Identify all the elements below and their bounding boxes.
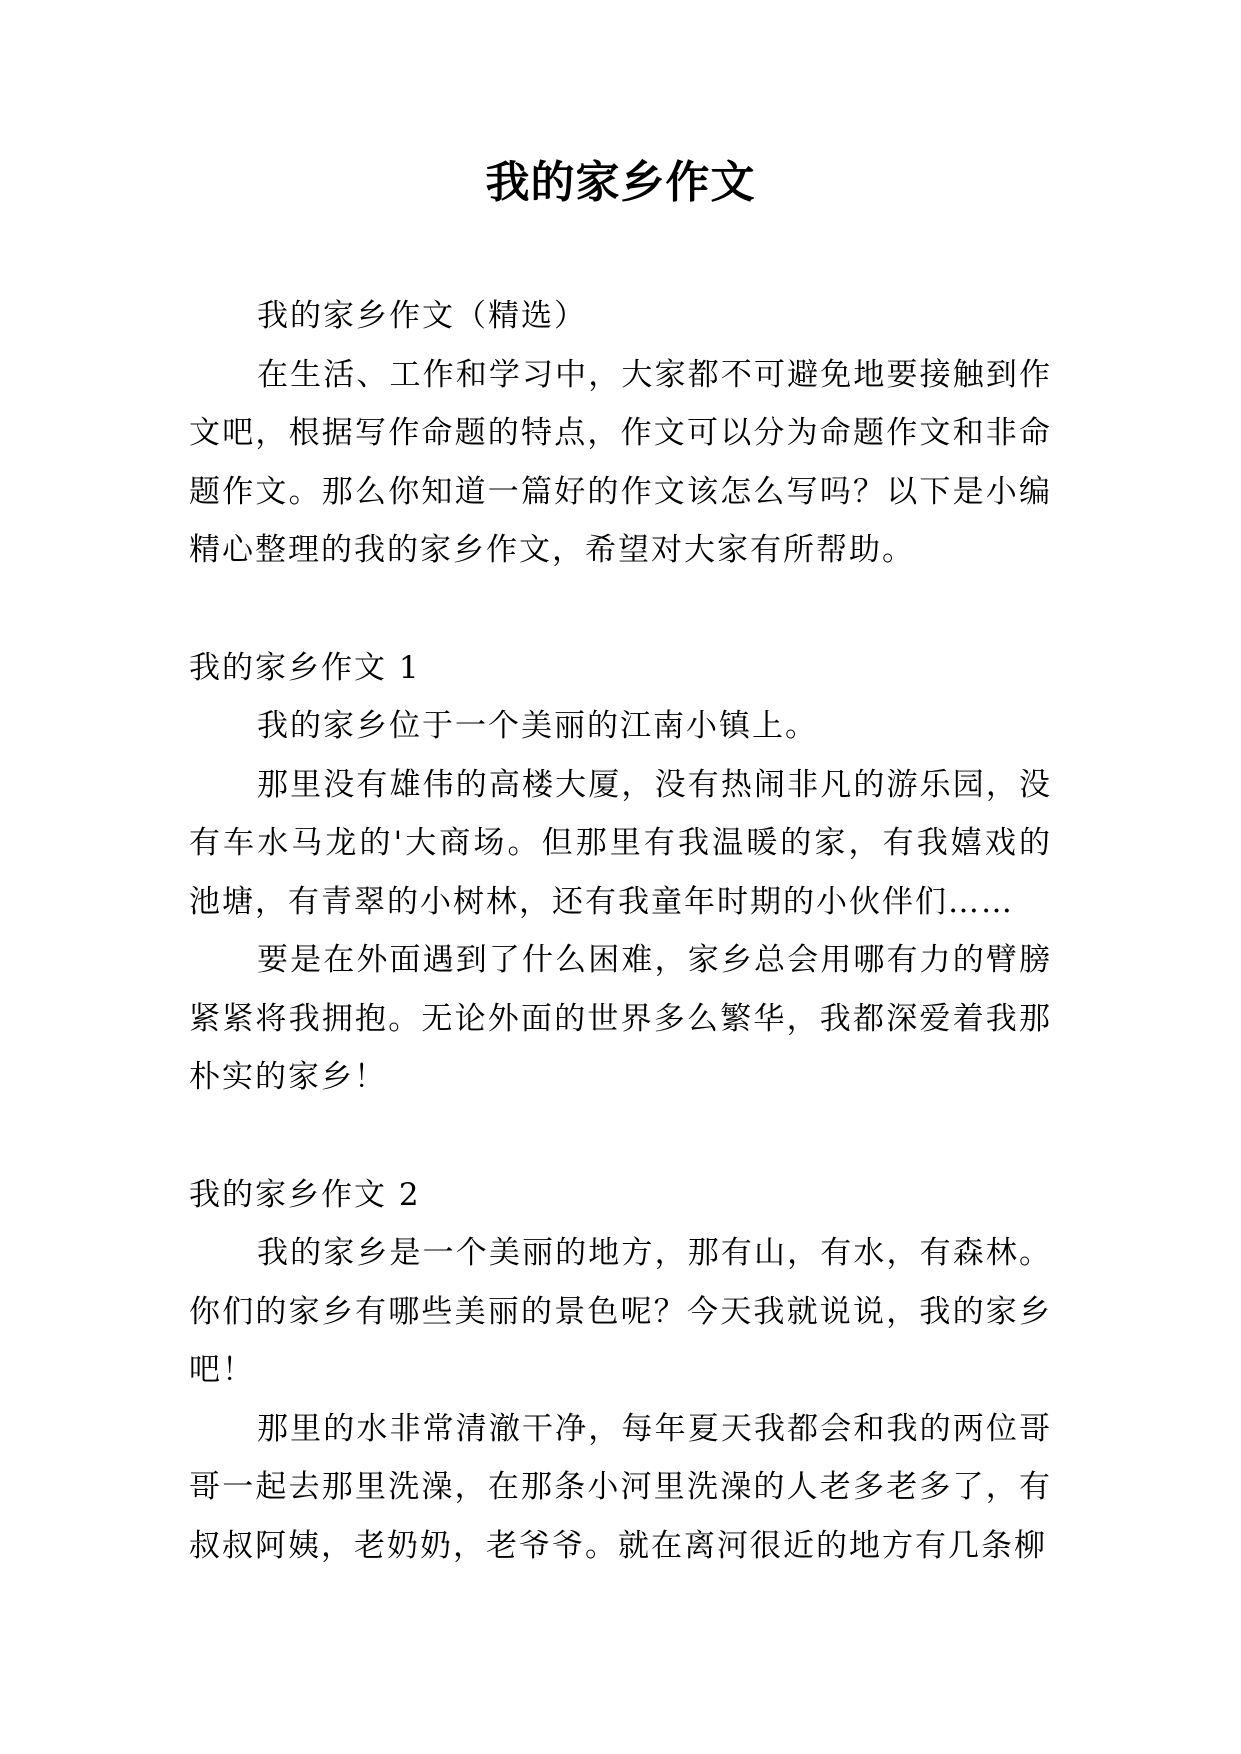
section-1-paragraph-2: 那里没有雄伟的高楼大厦，没有热闹非凡的游乐园，没有车水马龙的'大商场。但那里有我温暖的家，有我嬉戏的池塘，有青翠的小树林，还有我童年时期的小伙伴们…… xyxy=(189,766,1052,920)
document-body xyxy=(189,287,1052,1575)
intro-paragraph: 在生活、工作和学习中，大家都不可避免地要接触到作文吧，根据写作命题的特点，作文可以分为命题作文和非命题作文。那么你知道一篇好的作文该怎么写吗？以下是小编精心整理的我的家乡作文，希望对大家有所帮助。 xyxy=(189,356,1052,568)
section-2-paragraph-1: 我的家乡是一个美丽的地方，那有山，有水，有森林。你们的家乡有哪些美丽的景色呢？今天我就说说，我的家乡吧！ xyxy=(189,1235,1052,1388)
section-2-paragraph-2: 那里的水非常清澈干净，每年夏天我都会和我的两位哥哥一起去那里洗澡，在那条小河里洗澡的人老多老多了，有叔叔阿姨，老奶奶，老爷爷。就在离河很近的地方有几条柳 xyxy=(189,1410,1052,1564)
intro-subtitle: 我的家乡作文（精选） xyxy=(257,298,587,334)
document-title: 我的家乡作文 xyxy=(485,157,756,208)
section-heading-2: 我的家乡作文 2 xyxy=(189,1176,421,1213)
section-spacer xyxy=(189,580,1052,639)
section-1-paragraph-1: 我的家乡位于一个美丽的江南小镇上。 xyxy=(257,708,818,744)
section-spacer xyxy=(189,1107,1052,1166)
section-heading-1: 我的家乡作文 1 xyxy=(189,649,421,686)
section-1-paragraph-3: 要是在外面遇到了什么困难，家乡总会用哪有力的臂膀紧紧将我拥抱。无论外面的世界多么繁华，我都深爱着我那朴实的家乡！ xyxy=(189,942,1052,1095)
